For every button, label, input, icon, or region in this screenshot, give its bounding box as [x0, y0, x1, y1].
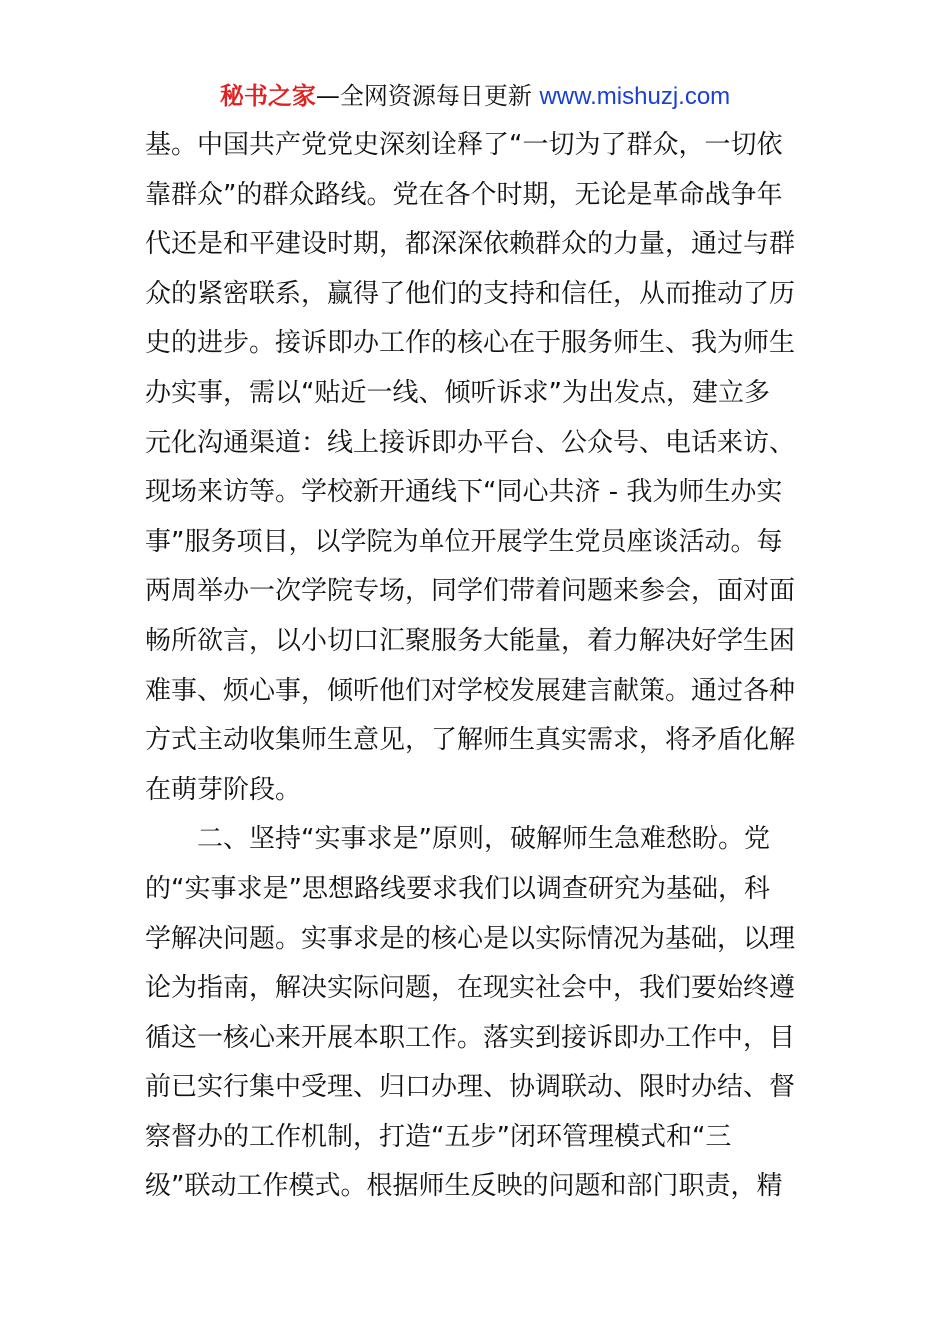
text-line: 靠群众”的群众路线。党在各个时期，无论是革命战争年	[145, 179, 783, 210]
text-line: 基。中国共产党党史深刻诠释了“一切为了群众，一切依	[145, 130, 783, 160]
text-line: 的“实事求是”思想路线要求我们以调查研究为基础，科	[145, 873, 770, 904]
text-line: 众的紧密联系，赢得了他们的支持和信任，从而推动了历	[145, 278, 796, 309]
text-line: 循这一核心来开展本职工作。落实到接诉即办工作中，目	[145, 1022, 796, 1053]
text-line: 学解决问题。实事求是的核心是以实际情况为基础，以理	[145, 923, 796, 954]
section-heading-line: 二、坚持“实事求是”原则，破解师生急难愁盼。党	[145, 824, 770, 855]
site-header	[0, 80, 950, 113]
text-line: 代还是和平建设时期，都深深依赖群众的力量，通过与群	[145, 229, 796, 260]
text-line: 两周举办一次学院专场，同学们带着问题来参会，面对面	[145, 576, 796, 607]
document-body	[145, 121, 815, 1212]
text-line: 论为指南，解决实际问题，在现实社会中，我们要始终遵	[145, 973, 796, 1004]
text-line: 级”联动工作模式。根据师生反映的问题和部门职责，精	[145, 1171, 783, 1202]
text-line: 察督办的工作机制，打造“五步”闭环管理模式和“三	[145, 1121, 732, 1152]
header-tagline: —全网资源每日更新	[315, 82, 540, 110]
text-line: 前已实行集中受理、归口办理、协调联动、限时办结、督	[145, 1072, 796, 1103]
brand-name: 秘书之家	[219, 82, 316, 110]
text-line: 在萌芽阶段。	[145, 774, 302, 805]
text-line: 事”服务项目，以学院为单位开展学生党员座谈活动。每	[145, 526, 783, 557]
text-line: 畅所欲言，以小切口汇聚服务大能量，着力解决好学生困	[145, 625, 796, 656]
text-line: 史的进步。接诉即办工作的核心在于服务师生、我为师生	[145, 328, 796, 359]
text-line: 元化沟通渠道：线上接诉即办平台、公众号、电话来访、	[145, 427, 796, 458]
text-line: 方式主动收集师生意见，了解师生真实需求，将矛盾化解	[145, 725, 796, 756]
text-line: 难事、烦心事，倾听他们对学校发展建言献策。通过各种	[145, 675, 796, 706]
text-line: 办实事，需以“贴近一线、倾听诉求”为出发点，建立多	[145, 377, 770, 408]
site-url-link[interactable]: www.mishuzj.com	[539, 83, 731, 110]
text-line: 现场来访等。学校新开通线下“同心共济 - 我为师生办实	[145, 477, 783, 508]
